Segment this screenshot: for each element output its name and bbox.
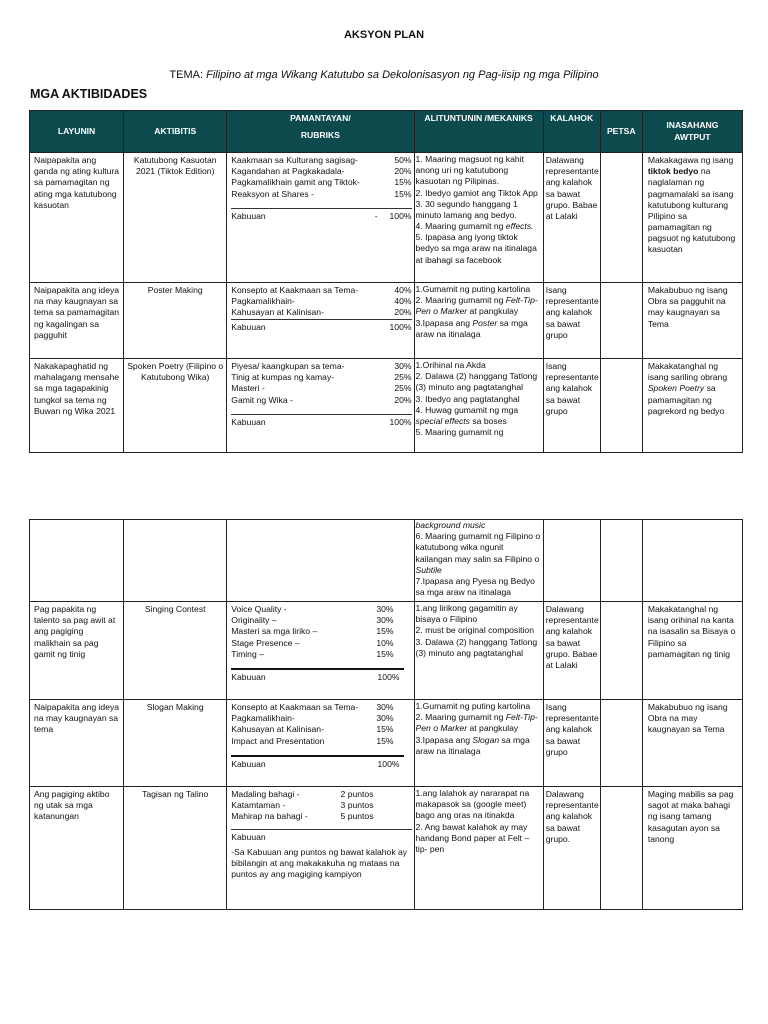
- mek-item: 3. Ibedyo ang pagtatanghal: [415, 393, 520, 404]
- output-cell: [642, 520, 742, 602]
- criterion: [231, 307, 411, 318]
- layunin-cell: Pag papakita ng talento sa pag awit at ang pagiging malikhain sa pag gamit ng tinig: [30, 602, 124, 700]
- mek-item: [416, 520, 542, 531]
- total-value: 100%: [377, 758, 400, 769]
- rubrik-cell: [227, 520, 414, 602]
- criterion: [231, 702, 393, 713]
- criterion: [231, 649, 393, 660]
- criterion-pct: 25%: [394, 383, 412, 394]
- petsa-cell: [600, 520, 642, 602]
- mek-italic: effects.: [505, 221, 534, 232]
- criterion: [231, 166, 411, 177]
- mek-item: 1.Orihinal na Akda: [415, 360, 486, 370]
- kalahok-cell: Dalawang representante ang kalahok sa bawat grupo. Babae at Lalaki: [543, 602, 600, 700]
- aktibitis-cell: Katutubong Kasuotan 2021 (Tiktok Edition): [124, 153, 227, 283]
- mek-italic: Felt-Tip-Pen o Marker: [415, 295, 538, 317]
- criterion: [231, 615, 393, 626]
- kalahok-cell: Isang representante ang kalahok sa bawat grupo: [543, 283, 600, 359]
- criterion: [231, 800, 411, 811]
- total-line: [231, 414, 411, 428]
- output-italic: Spoken Poetry: [647, 383, 705, 394]
- criterion-name: Kaakmaan sa Kulturang sagisag-: [231, 155, 358, 165]
- mekaniks-cell: [414, 153, 543, 283]
- header-pamantayan-line2: RUBRIKS: [300, 130, 340, 141]
- total-label: Kabuuan: [231, 831, 266, 842]
- mekaniks-cell: [414, 787, 543, 910]
- criterion-pct: 30%: [394, 361, 412, 371]
- criterion: [231, 811, 411, 822]
- output-text: Makakatanghal ng isang sariling obrang: [647, 361, 728, 383]
- total-value: 100%: [377, 671, 400, 682]
- criterion-pct: 15%: [376, 735, 394, 746]
- mek-italic: Felt-Tip-Pen o Marker: [415, 712, 538, 734]
- mek-item: 2. must be original composition: [415, 625, 534, 636]
- criterion-pct: 20%: [394, 166, 412, 177]
- output-text: Makakagawa ng isang: [647, 155, 734, 165]
- header-kalahok: KALAHOK: [543, 111, 600, 153]
- criterion-name: Mahirap na bahagi -: [231, 811, 308, 822]
- mek-item: 1.Gumamit ng puting kartolina: [415, 284, 531, 294]
- criterion-name: Madaling bahagi -: [231, 789, 300, 799]
- criterion-name: Kagandahan at Pagkakadala-: [231, 166, 345, 177]
- criterion-pct: 20%: [394, 394, 412, 405]
- criterion: [231, 177, 411, 188]
- criterion-pct: 15%: [394, 177, 412, 188]
- total-line: [231, 668, 403, 683]
- criterion-pct: 15%: [376, 648, 394, 659]
- total-label: Kabuuan: [231, 758, 266, 769]
- total-line: [231, 319, 411, 333]
- header-petsa: PETSA: [600, 111, 642, 153]
- mek-text: at pangkulay: [469, 306, 519, 317]
- petsa-cell: [600, 283, 642, 359]
- criterion: [231, 724, 393, 735]
- total-line: [231, 208, 411, 222]
- mek-text: sa mga araw na itinalaga: [415, 734, 530, 756]
- aktibitis-cell: [124, 520, 227, 602]
- aktibitis-cell: Slogan Making: [124, 700, 227, 787]
- aktibitis-cell: Spoken Poetry (Filipino o Katutubong Wika): [124, 359, 227, 453]
- mek-item: 1.ang lirikong gagamitin ay bisaya o Filipino: [415, 603, 518, 625]
- mekaniks-cell: [414, 359, 543, 453]
- layunin-cell: Naipapakita ang ideya na may kaugnayan sa tema sa pamamagitan ng kagalingan sa pagguhit: [30, 283, 124, 359]
- mek-item: 2. Ibedyo gamiot ang Tiktok App: [415, 187, 538, 198]
- mek-italic: Subtile: [415, 564, 442, 575]
- criterion-name: Pagkamalikhain-: [231, 296, 295, 307]
- table-row: [30, 283, 743, 359]
- layunin-cell: Nakakapaghatid ng mahalagang mensahe sa mga tagapakinig tungkol sa tema ng Buwan ng Wika 2021: [30, 359, 124, 453]
- criterion-name: Konsepto at Kaakmaan sa Tema-: [231, 702, 359, 712]
- rubrik-cell: [227, 787, 414, 910]
- rubrik-cell: [227, 700, 414, 787]
- activities-table-page1: [29, 110, 743, 453]
- criterion-pct: 40%: [394, 285, 412, 295]
- aktibitis-cell: Poster Making: [124, 283, 227, 359]
- petsa-cell: [600, 359, 642, 453]
- total-line: [231, 829, 411, 843]
- criterion: [231, 789, 411, 800]
- header-alituntunin: ALITUNTUNIN /MEKANIKS: [414, 111, 543, 153]
- criterion: [231, 638, 393, 649]
- criterion: [231, 285, 411, 296]
- layunin-cell: Ang pagiging aktibo ng utak sa mga katanungan: [30, 787, 124, 910]
- mek-item: 3. Dalawa (2) hanggang Tatlong (3) minuto ang pagtatanghal: [415, 636, 538, 658]
- kalahok-cell: Isang representante ang kalahok sa bawat grupo: [543, 359, 600, 453]
- mek-item: 1.ang lalahok ay nararapat na makapasok sa (google meet) bago ang oras na itinakda: [415, 788, 530, 821]
- mek-italic: Poster: [472, 317, 498, 328]
- kalahok-cell: Dalawang representante ang kalahok sa bawat grupo. Babae at Lalaki: [543, 153, 600, 283]
- mek-item: 5. Maaring gumamit ng: [415, 427, 504, 438]
- criterion-name: Kahusayan at Kalinisan-: [231, 307, 324, 318]
- tema-label: TEMA:: [169, 69, 204, 81]
- layunin-cell: Naipapakita ang ganda ng ating kultura sa pamamagitan ng ating mga katutubong kasuotan: [30, 153, 124, 283]
- criterion-name: Tinig at kumpas ng kamay-: [231, 372, 335, 383]
- criterion-name: Stage Presence –: [231, 637, 300, 648]
- criterion-name: Originality –: [231, 615, 277, 626]
- header-aktibitis: AKTIBITIS: [124, 111, 227, 153]
- mek-text: 6. Maaring gumamit ng Filipino o katutubong wika ngunit kailangan may salin sa Filipino o: [415, 531, 541, 564]
- criterion-pct: 50%: [394, 155, 412, 165]
- total-line: [231, 755, 403, 770]
- mek-text: 2. Maaring gumamit ng: [415, 712, 504, 723]
- mek-item: [416, 712, 542, 734]
- mek-text: 4. Maaring gumamit ng: [415, 221, 504, 232]
- total-value: 100%: [389, 321, 412, 332]
- criterion: [231, 395, 411, 406]
- mek-italic: background music: [415, 520, 486, 530]
- criterion-pct: 15%: [376, 724, 394, 735]
- criterion-pct: 15%: [394, 188, 412, 199]
- kalahok-cell: [543, 520, 600, 602]
- layunin-cell: Naipapakita ang ideya na may kaugnayan sa tema: [30, 700, 124, 787]
- criterion-pct: 20%: [394, 307, 412, 318]
- criterion: [231, 296, 411, 307]
- mek-item: [416, 221, 542, 232]
- criterion-pct: 30%: [376, 702, 394, 712]
- mek-item: [416, 405, 542, 427]
- mek-italic: Slogan: [472, 734, 500, 745]
- tema-line: [0, 69, 768, 81]
- criterion-pct: 30%: [376, 615, 394, 626]
- mek-item: 1.Gumamit ng puting kartolina: [415, 701, 531, 711]
- total-label: Kabuuan: [231, 671, 266, 682]
- total-value: 100%: [389, 416, 412, 427]
- mek-item: 5. Ipapasa ang iyong tiktok bedyo sa mga araw na itinalaga at ibahagi sa facebook: [415, 232, 537, 265]
- mek-text: 2. Maaring gumamit ng: [415, 295, 504, 306]
- mek-italic: special effects: [415, 415, 470, 426]
- criterion-pct: 25%: [394, 372, 412, 383]
- aktibitis-cell: Singing Contest: [124, 602, 227, 700]
- header-inasahang: [642, 111, 742, 153]
- rubrik-cell: [227, 359, 414, 453]
- mek-item: [416, 318, 542, 340]
- mek-text: sa boses: [472, 415, 507, 426]
- criterion: [231, 189, 411, 200]
- rubrik-cell: [227, 283, 414, 359]
- criterion: [231, 604, 393, 615]
- criterion-pct: 30%: [376, 713, 394, 724]
- criterion-name: Timing –: [231, 648, 264, 659]
- document-title: AKSYON PLAN: [343, 29, 425, 41]
- petsa-cell: [600, 700, 642, 787]
- output-text: na naglalaman ng pagmamalaki sa isang katutubong kulturang Pilipino sa pamamagitan ng pagsuot ng katutubong kasuotan: [647, 166, 736, 255]
- header-pamantayan: [227, 111, 414, 153]
- criterion: [231, 372, 411, 383]
- table-row: [30, 787, 743, 910]
- mek-item: 7.Ipapasa ang Pyesa ng Bedyo sa mga araw na itinalaga: [415, 575, 535, 598]
- rubrik-cell: [227, 153, 414, 283]
- mekaniks-cell: [414, 700, 543, 787]
- criterion-name: Masteri sa mga liriko –: [231, 626, 318, 637]
- output-text: sa pamamagitan ng pagrekord ng bedyo: [647, 383, 725, 416]
- mek-item: [416, 735, 542, 757]
- kalahok-cell: Isang representante ang kalahok sa bawat grupo: [543, 700, 600, 787]
- criterion: [231, 626, 393, 637]
- section-title: MGA AKTIBIDADES: [30, 87, 148, 101]
- mek-text: 4. Huwag gumamit ng mga: [415, 404, 519, 415]
- criterion-pct: 10%: [376, 637, 394, 648]
- output-cell: [642, 153, 742, 283]
- criterion: [231, 383, 411, 394]
- mekaniks-cell: [414, 283, 543, 359]
- table-row-continuation: [30, 520, 743, 602]
- mek-text: sa mga araw na itinalaga: [415, 317, 528, 339]
- criterion-name: Gamit ng Wika -: [231, 394, 293, 405]
- table-row: [30, 602, 743, 700]
- criterion-name: Kahusayan at Kalinisan-: [231, 724, 324, 735]
- criterion: [231, 155, 411, 166]
- output-cell: Makabubuo ng isang Obra sa pagguhit na may kaugnayan sa Tema: [642, 283, 742, 359]
- mek-item: 2. Ang bawat kalahok ay may handang Bond paper at Felt – tip- pen: [415, 821, 530, 854]
- criterion-pct: 5 puntos: [340, 811, 374, 822]
- criterion-name: Voice Quality -: [231, 604, 287, 614]
- criterion: [231, 713, 393, 724]
- mekaniks-cell: [414, 602, 543, 700]
- total-value: 100%: [389, 210, 412, 221]
- table-header-row: [30, 111, 743, 153]
- output-bold: tiktok bedyo: [647, 166, 699, 177]
- output-cell: Makakatanghal ng isang orihinal na kanta na isasalin sa Bisaya o Filipino sa pamamagitan ng tinig: [642, 602, 742, 700]
- criterion: [231, 736, 393, 747]
- criterion-name: Pagkamalikhain-: [231, 713, 295, 724]
- criterion: [231, 361, 411, 372]
- layunin-cell: [30, 520, 124, 602]
- petsa-cell: [600, 153, 642, 283]
- output-cell: Makabubuo ng isang Obra na may kaugnayan sa Tema: [642, 700, 742, 787]
- activities-table-page2: [29, 519, 743, 910]
- table-row: [30, 359, 743, 453]
- scoring-note: -Sa Kabuuan ang puntos ng bawat kalahok ay bibilangin at ang makakakuha ng mataas na puntos ay ang magiging kampiyon: [231, 846, 408, 880]
- mek-item: 3. 30 segundo hanggang 1 minuto lamang ang bedyo.: [415, 198, 518, 220]
- criterion-name: Katamtaman -: [231, 800, 286, 811]
- output-cell: [642, 359, 742, 453]
- header-layunin: LAYUNIN: [30, 111, 124, 153]
- mek-item: [416, 531, 542, 576]
- tema-value: Filipino at mga Wikang Katutubo sa Dekolonisasyon ng Pag-iisip ng mga Pilipino: [206, 69, 599, 81]
- mek-text: at pangkulay: [469, 723, 519, 734]
- total-dash: -: [374, 210, 378, 221]
- total-label: Kabuuan: [231, 416, 266, 427]
- mek-item: 2. Dalawa (2) hanggang Tatlong (3) minuto ang pagtatanghal: [415, 371, 538, 393]
- mek-text: 3.Ipapasa ang: [415, 317, 470, 328]
- criterion-name: Konsepto at Kaakmaan sa Tema-: [231, 285, 359, 295]
- header-inasahang-line2: AWTPUT: [674, 131, 711, 142]
- rubrik-cell: [227, 602, 414, 700]
- total-label: Kabuuan: [231, 321, 266, 332]
- criterion-pct: 30%: [376, 604, 394, 614]
- mek-item: 1. Maaring magsuot ng kahit anong uri ng katutubong kasuotan ng Pilipinas.: [415, 154, 524, 187]
- criterion-pct: 2 puntos: [340, 789, 374, 799]
- criterion-pct: 3 puntos: [340, 800, 374, 811]
- total-label: Kabuuan: [231, 210, 266, 221]
- table-row: [30, 153, 743, 283]
- mek-text: 3.Ipapasa ang: [415, 734, 470, 745]
- header-inasahang-line1: INASAHANG: [666, 120, 719, 131]
- kalahok-cell: Dalawang representante ang kalahok sa bawat grupo.: [543, 787, 600, 910]
- petsa-cell: [600, 602, 642, 700]
- criterion-name: Reaksyon at Shares -: [231, 188, 314, 199]
- criterion-name: Impact and Presentation: [231, 735, 325, 746]
- header-pamantayan-line1: PAMANTAYAN/: [290, 113, 351, 123]
- mekaniks-cell: [414, 520, 543, 602]
- mek-item: [416, 295, 542, 317]
- criterion-pct: 40%: [394, 296, 412, 307]
- output-cell: Maging mabilis sa pag sagot at maka bahagi ng isang tamang kasagutan ayon sa tanong: [642, 787, 742, 910]
- criterion-name: Pagkamalikhain gamit ang Tiktok-: [231, 177, 360, 188]
- petsa-cell: [600, 787, 642, 910]
- table-row: [30, 700, 743, 787]
- criterion-name: Piyesa/ kaangkupan sa tema-: [231, 361, 345, 371]
- aktibitis-cell: Tagisan ng Talino: [124, 787, 227, 910]
- criterion-pct: 15%: [376, 626, 394, 637]
- criterion-name: Masteri -: [231, 383, 265, 394]
